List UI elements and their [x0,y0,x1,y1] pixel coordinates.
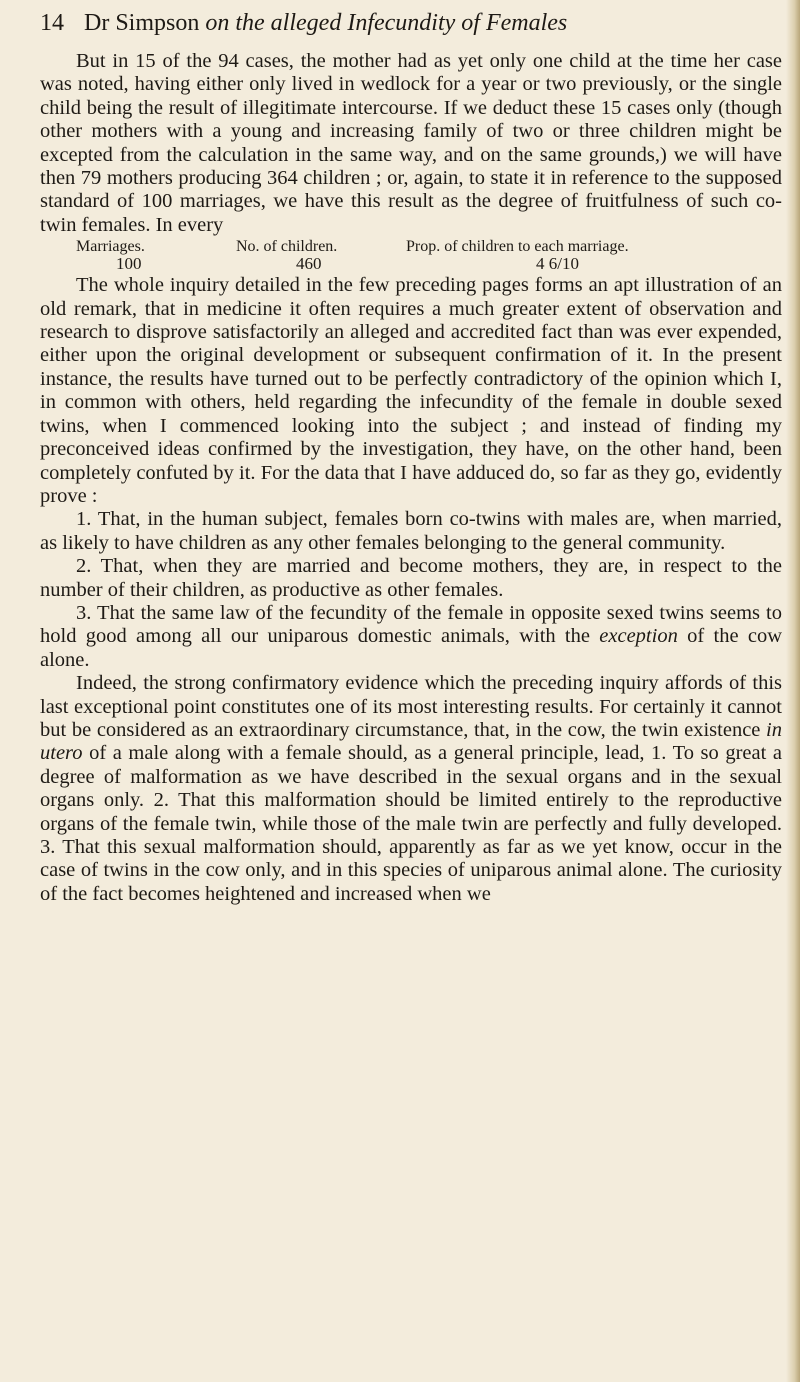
table-header-proportion: Prop. of children to each marriage. [406,238,629,256]
paragraph-3 [40,672,782,906]
table-value-children: 460 [296,254,322,274]
page-edge-shadow [786,0,800,1382]
fecundity-table [76,238,782,272]
paragraph-3-emphasis: in utero [40,718,782,765]
paragraph-1: But in 15 of the 94 cases, the mother had as yet only one child at the time her case was noted, having either only lived in wedlock for a year or two previously, or the single child being the result of illegitimate intercourse. If we deduct these 15 cases only (though other mothers with a young and increasing family of two or three children might be excepted from the calculation in the same way, and on the same grounds,) we will have then 79 mothers producing 364 children ; or, again, to state it in reference to the supposed standard of 100 marriages, we have this result as the degree of fruitfulness of such co-twin females. In every [40,50,782,236]
table-header-marriages: Marriages. [76,238,145,256]
page-number: 14 [40,10,64,36]
table-value-marriages: 100 [116,254,142,274]
header-title: on the alleged Infecundity of Females [205,10,568,36]
list-item-3 [40,602,782,672]
running-header [40,8,780,38]
list-item-3-tail: of the cow alone. [40,625,782,671]
list-item-1: 1. That, in the human subject, females born co-twins with males are, when married, as likely to have children as any other females belonging to the general community. [40,508,782,554]
header-author: Dr Simpson [84,10,200,36]
list-item-2: 2. That, when they are married and become mothers, they are, in respect to the number of their children, as productive as other females. [40,555,782,601]
body-text [40,50,782,906]
list-item-3-emphasis: exception [599,625,678,648]
paragraph-3-text: Indeed, the strong confirmatory evidence which the preceding inquiry affords of this last exceptional point constitutes one of its most interesting results. For certainly it cannot but be considered as an extraordinary circumstance, that, in the cow, the twin existence [40,672,782,741]
table-value-proportion: 4 6/10 [536,254,579,274]
list-item-3-text: 3. That the same law of the fecundity of the female in opposite sexed twins seems to hold good among all our uniparous domestic animals, with the [40,601,782,648]
paragraph-3-tail: of a male along with a female should, as a general principle, lead, 1. To so great a degree of malformation as we have described in the sexual organs and in the sexual organs only. 2. That this malformation should be limited entirely to the reproductive organs of the female twin, while those of the male twin are perfectly and fully developed. 3. That this sexual malformation should, apparently as far as we yet know, occur in the case of twins in the cow only, and in this species of uniparous animal alone. The curiosity of the fact becomes heightened and increased when we [40,742,782,905]
table-header-children: No. of children. [236,238,338,256]
paragraph-2: The whole inquiry detailed in the few preceding pages forms an apt illustration of an old remark, that in medicine it often requires a much greater extent of observation and research to disprove satisfactorily an alleged and accredited fact than was ever expended, either upon the original development or subsequent confirmation of it. In the present instance, the results have turned out to be perfectly contradictory of the opinion which I, in common with others, held regarding the infecundity of the female in double sexed twins, when I commenced looking into the subject ; and instead of finding my preconceived ideas confirmed by the investigation, they have, on the other hand, been completely confuted by it. For the data that I have adduced do, so far as they go, evidently prove : [40,274,782,507]
